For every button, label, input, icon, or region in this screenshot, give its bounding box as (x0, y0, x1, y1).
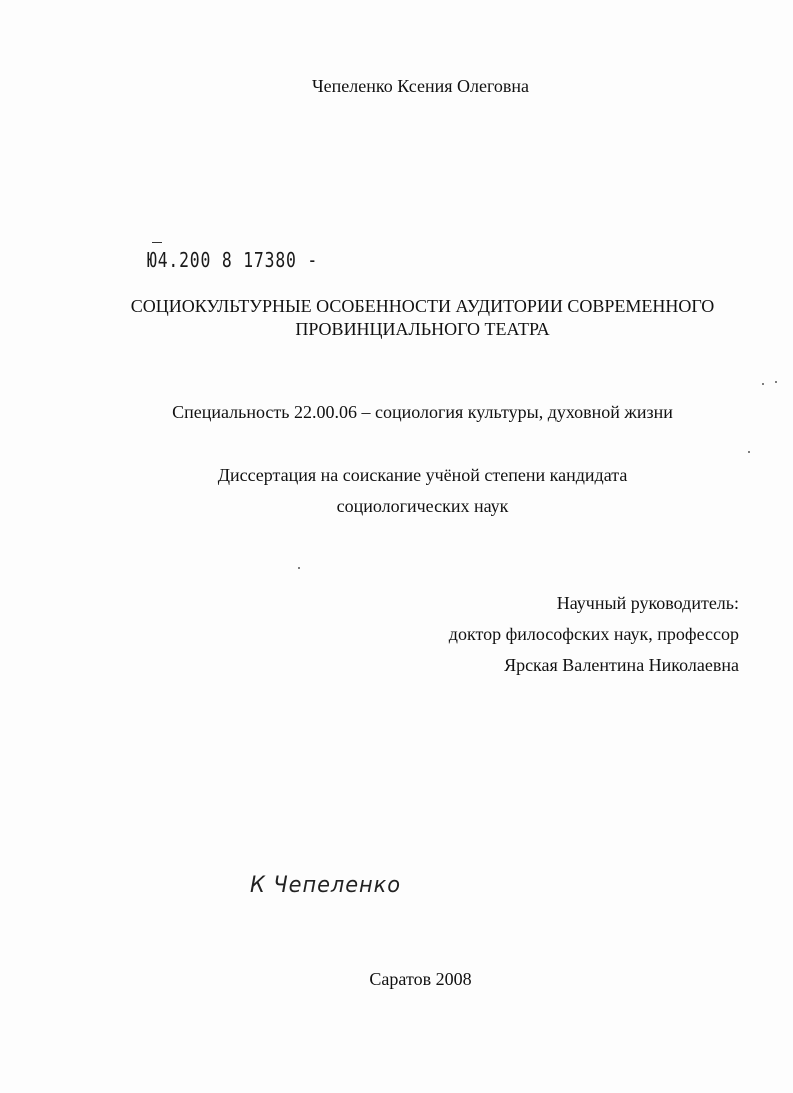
supervisor-label: Научный руководитель: (556, 593, 739, 613)
dissertation-type-line-2: социологических наук (336, 496, 509, 516)
dissertation-title-line-2: ПРОВИНЦИАЛЬНОГО ТЕАТРА (295, 319, 550, 339)
dissertation-type-line-1: Диссертация на соискание учёной степени кандидата (217, 465, 628, 485)
specialty-line: Специальность 22.00.06 – социология культуры, духовной жизни (172, 402, 673, 422)
dissertation-title-line-1: СОЦИОКУЛЬТУРНЫЕ ОСОБЕННОСТИ АУДИТОРИИ СОВРЕМЕННОГО (130, 296, 715, 316)
city-year: Саратов 2008 (369, 969, 472, 989)
handwritten-note: К Чепеленко (250, 873, 401, 898)
library-stamp: Ю4.200 8 17380 - (147, 248, 319, 272)
scan-speck (298, 567, 300, 569)
scan-speck (748, 451, 750, 453)
stamp-mark (152, 242, 162, 246)
supervisor-name: Ярская Валентина Николаевна (504, 655, 739, 675)
scan-speck (762, 383, 764, 385)
supervisor-degree: доктор философских наук, профессор (448, 624, 739, 644)
author-name: Чепеленко Ксения Олеговна (311, 76, 530, 96)
scan-speck (775, 381, 777, 383)
